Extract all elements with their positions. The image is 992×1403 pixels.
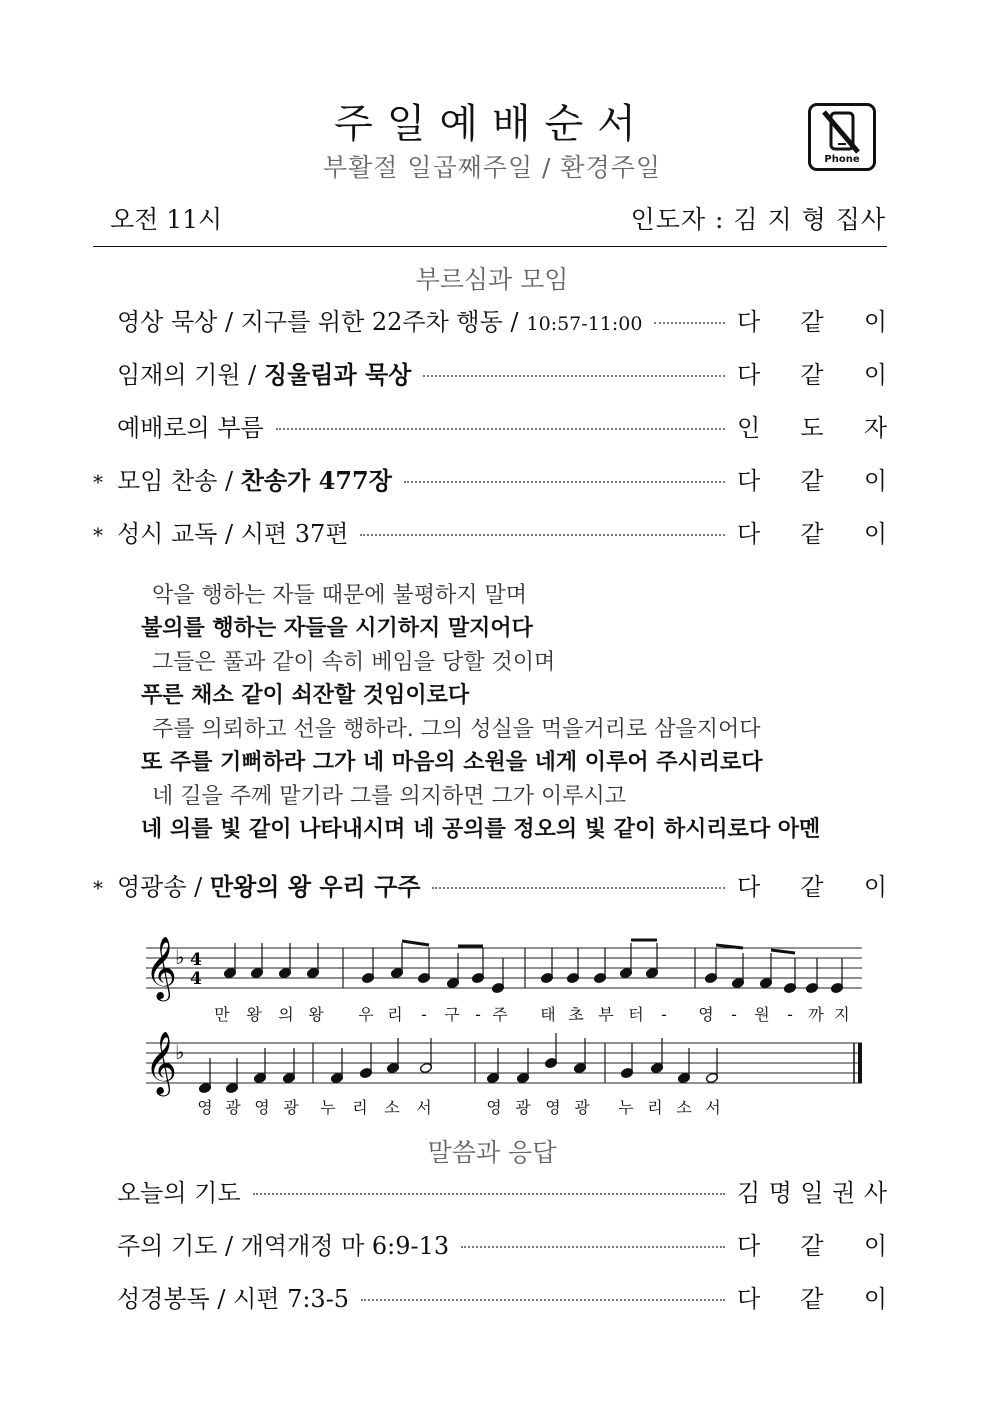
item-performer — [737, 867, 887, 902]
item-text: 영상 묵상 / 지구를 위한 22주차 행동 / — [117, 308, 519, 336]
performer-char: 다 — [737, 361, 761, 389]
performer-char: 같 — [800, 1285, 824, 1313]
service-item — [93, 408, 887, 448]
service-item — [93, 1226, 887, 1266]
performer-char: 이 — [863, 520, 887, 548]
leader-dots — [432, 887, 725, 889]
performer-char: 명 — [768, 1179, 792, 1207]
lyric-syllable: 초 — [568, 1005, 584, 1024]
item-title — [117, 514, 348, 549]
leader-dots — [404, 481, 725, 483]
item-performer — [737, 355, 887, 390]
item-text: 영광송 / — [117, 873, 203, 901]
item-title — [117, 355, 411, 390]
performer-char: 자 — [863, 414, 887, 442]
service-item — [93, 867, 887, 907]
performer-char: 다 — [737, 467, 761, 495]
performer-char: 이 — [863, 1285, 887, 1313]
lyric-syllable: 소 — [676, 1098, 692, 1117]
performer-char: 같 — [800, 873, 824, 901]
item-performer — [737, 461, 887, 496]
reading-people-line: 불의를 행하는 자들을 시기하지 말지어다 — [141, 616, 533, 641]
performer-char: 이 — [863, 467, 887, 495]
lyric-syllable: 의 — [278, 1005, 294, 1024]
item-text: 성경봉독 / 시편 7:3-5 — [117, 1285, 350, 1313]
note-beam — [771, 950, 795, 953]
item-title — [117, 1279, 349, 1314]
item-performer — [737, 1279, 887, 1314]
lyric-syllable: - — [475, 1005, 481, 1024]
lyric-syllable: 누 — [320, 1098, 336, 1117]
item-text: 오늘의 기도 — [117, 1179, 241, 1207]
performer-char: 이 — [863, 361, 887, 389]
lyric-syllable: - — [421, 1005, 427, 1024]
performer-char: 같 — [800, 308, 824, 336]
service-time: 오전 11시 — [110, 205, 223, 234]
performer-char: 다 — [737, 873, 761, 901]
lyric-syllable: 광 — [574, 1098, 590, 1117]
standing-marker: * — [93, 876, 103, 900]
leader-dots — [361, 1299, 725, 1301]
lyric-syllable: 원 — [754, 1005, 770, 1024]
performer-char: 사 — [863, 1179, 887, 1207]
lyric-syllable: 영 — [545, 1098, 561, 1117]
item-text: 성시 교독 / 시편 37편 — [117, 520, 349, 548]
performer-char: 이 — [863, 1232, 887, 1260]
performer-char: 같 — [800, 1232, 824, 1260]
leader-dots — [253, 1193, 725, 1195]
lyric-syllable: 서 — [416, 1098, 432, 1117]
item-title — [117, 461, 392, 496]
reading-leader-line: 네 길을 주께 맡기라 그를 의지하면 그가 이루시고 — [152, 784, 626, 809]
item-title — [117, 302, 642, 337]
reading-people-line: 네 의를 빛 같이 나타내시며 네 공의를 정오의 빛 같이 하시리로다 아멘 — [141, 817, 821, 842]
page-title: 주일예배순서 — [334, 101, 650, 147]
item-title — [117, 1173, 241, 1208]
service-item — [93, 355, 887, 395]
item-bold-text: 만왕의 왕 우리 구주 — [209, 872, 421, 901]
item-time: 10:57-11:00 — [526, 313, 643, 335]
leader-dots — [461, 1246, 725, 1248]
service-leader: 인도자 : 김 지 형 집사 — [630, 205, 886, 234]
performer-char: 김 — [737, 1179, 761, 1207]
lyric-syllable: 영 — [486, 1098, 502, 1117]
lyric-syllable: - — [731, 1005, 737, 1024]
item-performer — [737, 408, 887, 443]
item-text: 예배로의 부름 — [117, 414, 264, 442]
item-title — [117, 867, 420, 902]
lyric-syllable: 주 — [492, 1005, 508, 1024]
phone-label: Phone — [824, 154, 860, 165]
service-item — [93, 302, 887, 342]
lyric-syllable: 지 — [834, 1005, 850, 1024]
leader-dots — [423, 375, 725, 377]
leader-dots — [654, 322, 725, 324]
lyric-syllable: 왕 — [246, 1005, 262, 1024]
item-title — [117, 408, 264, 443]
treble-clef-icon: 𝄞 — [145, 936, 177, 999]
lyric-syllable: 영 — [197, 1098, 213, 1117]
performer-char: 일 — [800, 1179, 824, 1207]
lyric-syllable: 광 — [283, 1098, 299, 1117]
section-word: 말씀과 응답 — [427, 1138, 557, 1167]
performer-char: 이 — [863, 873, 887, 901]
standing-marker: * — [93, 523, 103, 547]
flat-icon: ♭ — [175, 945, 185, 969]
lyric-syllable: 우 — [358, 1005, 374, 1024]
lyric-syllable: 리 — [647, 1098, 663, 1117]
section-calling: 부르심과 모임 — [415, 265, 569, 294]
reading-leader-line: 그들은 풀과 같이 속히 베임을 당할 것이며 — [152, 650, 556, 675]
reading-people-line: 또 주를 기뻐하라 그가 네 마음의 소원을 네게 이루어 주시리로다 — [141, 750, 763, 775]
item-text: 임재의 기원 / — [117, 361, 257, 389]
lyric-syllable: 누 — [618, 1098, 634, 1117]
item-text: 주의 기도 / 개역개정 마 6:9-13 — [117, 1232, 450, 1260]
lyric-syllable: 서 — [705, 1098, 721, 1117]
item-title — [117, 1226, 449, 1261]
item-bold-text: 징울림과 묵상 — [263, 360, 412, 389]
lyric-syllable: 광 — [225, 1098, 241, 1117]
lyric-syllable: 만 — [214, 1005, 230, 1024]
leader-dots — [276, 428, 725, 430]
treble-clef-icon: 𝄞 — [145, 1031, 177, 1094]
item-performer — [737, 1173, 887, 1208]
lyric-syllable: 태 — [540, 1005, 556, 1024]
service-item — [93, 1279, 887, 1319]
reading-people-line: 푸른 채소 같이 쇠잔할 것임이로다 — [141, 683, 470, 708]
standing-marker: * — [93, 470, 103, 494]
lyric-syllable: 리 — [352, 1098, 368, 1117]
reading-leader-line: 악을 행하는 자들 때문에 불평하지 말며 — [152, 583, 527, 608]
lyric-syllable: 리 — [387, 1005, 403, 1024]
performer-char: 인 — [737, 414, 761, 442]
item-performer — [737, 302, 887, 337]
lyric-syllable: - — [787, 1005, 793, 1024]
performer-char: 권 — [832, 1179, 856, 1207]
performer-char: 같 — [800, 467, 824, 495]
performer-char: 다 — [737, 1285, 761, 1313]
performer-char: 다 — [737, 520, 761, 548]
item-text: 모임 찬송 / — [117, 467, 234, 495]
reading-leader-line: 주를 의뢰하고 선을 행하라. 그의 성실을 먹을거리로 삼을지어다 — [152, 717, 761, 742]
lyric-syllable: 영 — [254, 1098, 270, 1117]
performer-char: 같 — [800, 520, 824, 548]
lyric-syllable: 광 — [515, 1098, 531, 1117]
lyric-syllable: 영 — [698, 1005, 714, 1024]
page-subtitle: 부활절 일곱째주일 / 환경주일 — [322, 153, 662, 182]
service-item — [93, 514, 887, 554]
item-bold-text: 찬송가 477장 — [240, 466, 392, 495]
flat-icon: ♭ — [175, 1040, 185, 1064]
item-performer — [737, 514, 887, 549]
lyric-syllable: 부 — [598, 1005, 614, 1024]
performer-char: 다 — [737, 308, 761, 336]
service-item — [93, 461, 887, 501]
time-signature-bottom: 4 — [190, 969, 202, 989]
lyric-syllable: 왕 — [308, 1005, 324, 1024]
lyric-syllable: 까 — [808, 1005, 824, 1024]
lyric-syllable: - — [661, 1005, 667, 1024]
lyric-syllable: 소 — [384, 1098, 400, 1117]
leader-dots — [360, 534, 725, 536]
note-beam — [402, 941, 429, 945]
performer-char: 다 — [737, 1232, 761, 1260]
item-performer — [737, 1226, 887, 1261]
performer-char: 같 — [800, 361, 824, 389]
performer-char: 도 — [800, 414, 824, 442]
service-item — [93, 1173, 887, 1213]
time-signature-top: 4 — [190, 950, 202, 970]
performer-char: 이 — [863, 308, 887, 336]
lyric-syllable: 터 — [628, 1005, 644, 1024]
lyric-syllable: 구 — [444, 1005, 460, 1024]
